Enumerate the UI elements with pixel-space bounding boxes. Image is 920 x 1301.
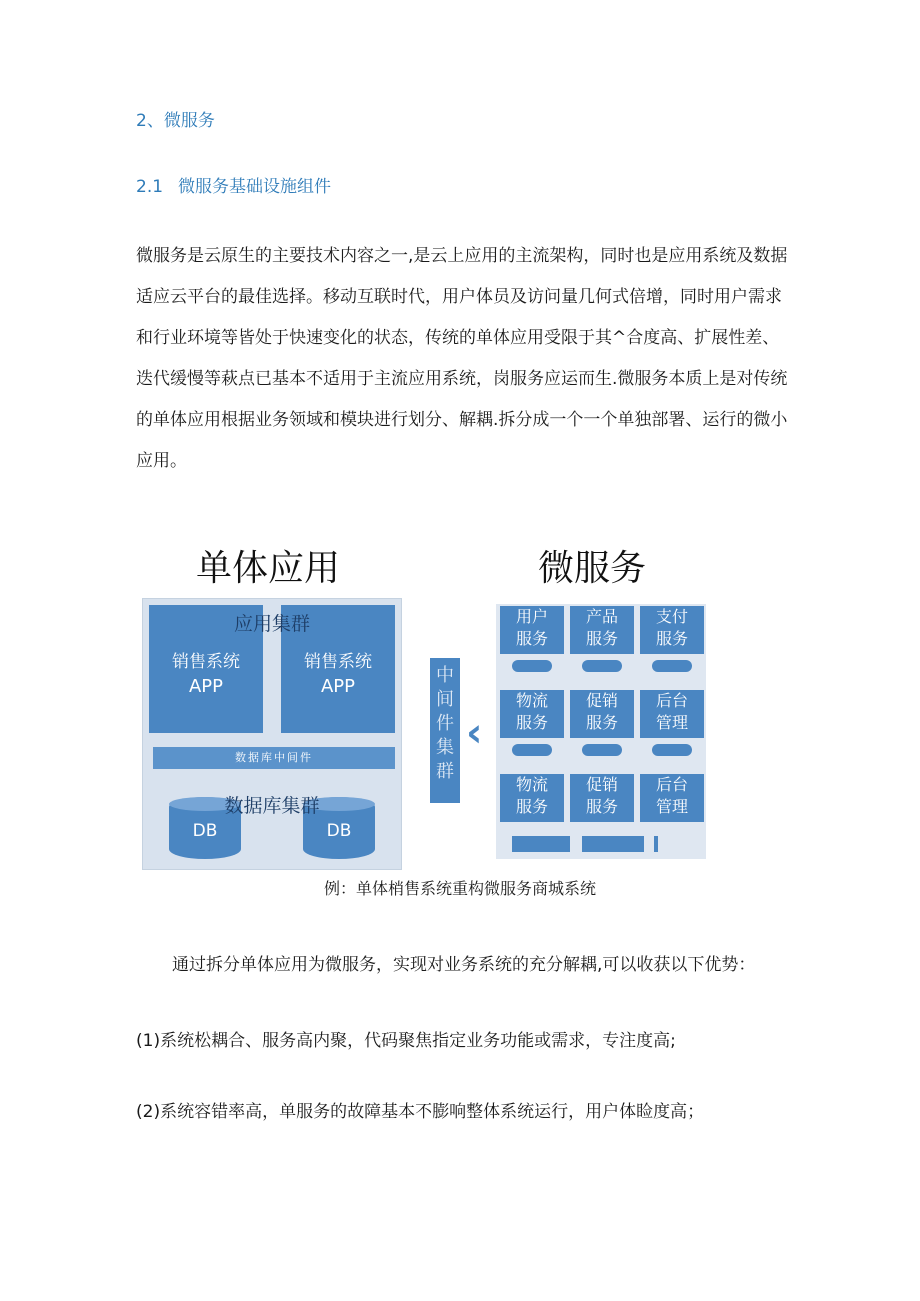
app-box-app: APP bbox=[188, 676, 224, 697]
microservice-title: 微服务 bbox=[538, 548, 647, 589]
service-line: 产品 bbox=[585, 607, 618, 626]
service-line: 服务 bbox=[655, 629, 688, 648]
paragraph-line: 适应云平台的最佳选择。移动互联时代，用户体员及访问量几何式倍增，同时用户需求 bbox=[136, 287, 782, 307]
db-pill bbox=[652, 744, 692, 756]
app-box-name: 销售系统 bbox=[172, 652, 240, 672]
service-line: 促销 bbox=[585, 691, 618, 710]
db-label: DB bbox=[192, 821, 218, 841]
db-pill bbox=[512, 744, 552, 756]
intro-paragraph bbox=[136, 236, 796, 482]
paragraph-line: 和行业环境等皆处于快速变化的状态，传统的单体应用受限于其^合度高、扩展性差、 bbox=[136, 328, 780, 348]
monolith-panel bbox=[142, 598, 402, 870]
paragraph-line: 微服务是云原生的主要技术内容之一,是云上应用的主流架构，同时也是应用系统及数据 bbox=[136, 246, 788, 266]
service-box bbox=[500, 774, 564, 822]
subsection-heading bbox=[136, 172, 331, 197]
service-line: 后台 bbox=[655, 775, 688, 794]
middleware-cluster-text: 中间件集群 bbox=[436, 665, 454, 782]
benefit-item: (2)系统容错率高，单服务的故障基本不膨响整体系统运行，用户体睑度高； bbox=[136, 1102, 705, 1122]
service-line: 后台 bbox=[655, 691, 688, 710]
subsection-title: 微服务基础设施组件 bbox=[178, 177, 331, 197]
service-line: 物流 bbox=[515, 775, 548, 794]
db-cluster-label: 数据库集群 bbox=[224, 795, 320, 817]
benefits-paragraph: 通过拆分单体应用为微服务，实现对业务系统的充分解耦,可以收获以下优势： bbox=[172, 955, 756, 975]
figure-caption: 例：单体梢售系统重构微服务商城系统 bbox=[323, 879, 596, 898]
architecture-figure bbox=[140, 540, 780, 870]
paragraph-line: 应用。 bbox=[136, 451, 187, 471]
service-line: 物流 bbox=[515, 691, 548, 710]
service-box bbox=[570, 690, 634, 738]
service-line: 促销 bbox=[585, 775, 618, 794]
service-grid bbox=[496, 604, 706, 859]
benefit-item: (1)系统松耦合、服务高内聚，代码聚焦指定业务功能或需求，专注度高; bbox=[136, 1031, 676, 1051]
paragraph-line: 迭代缓慢等萩点已基本不适用于主流应用系统，岗服务应运而生.微服务本质上是对传统 bbox=[136, 369, 788, 389]
db-label: DB bbox=[326, 821, 352, 841]
db-strip bbox=[512, 836, 570, 852]
service-line: 服务 bbox=[515, 797, 548, 816]
subsection-number: 2.1 bbox=[136, 177, 164, 197]
db-pill bbox=[582, 744, 622, 756]
paragraph-line: 的单体应用根据业务领域和模块进行划分、解耦.拆分成一个一个单独部署、运行的微小 bbox=[136, 410, 788, 430]
service-box bbox=[570, 774, 634, 822]
service-line: 服务 bbox=[585, 797, 618, 816]
db-pill bbox=[512, 660, 552, 672]
app-cluster-label: 应用集群 bbox=[233, 613, 310, 635]
service-line: 支付 bbox=[655, 607, 688, 626]
app-box-name: 销售系统 bbox=[304, 652, 372, 672]
chevron-left-icon: ‹ bbox=[466, 710, 483, 756]
db-strip bbox=[582, 836, 644, 852]
service-box bbox=[640, 774, 704, 822]
middleware-cluster-label bbox=[430, 658, 460, 803]
service-box bbox=[500, 690, 564, 738]
service-box bbox=[570, 606, 634, 654]
db-pill bbox=[652, 660, 692, 672]
db-strip bbox=[654, 836, 658, 852]
service-line: 服务 bbox=[515, 629, 548, 648]
service-line: 管理 bbox=[655, 797, 688, 816]
service-line: 用户 bbox=[515, 607, 548, 626]
service-line: 服务 bbox=[585, 629, 618, 648]
db-middleware-bar: 数据库中间件 bbox=[153, 747, 395, 769]
monolith-title: 单体应用 bbox=[196, 548, 341, 589]
service-box bbox=[500, 606, 564, 654]
app-box-app: APP bbox=[320, 676, 356, 697]
service-line: 服务 bbox=[585, 713, 618, 732]
service-line: 服务 bbox=[515, 713, 548, 732]
db-pill bbox=[582, 660, 622, 672]
section-heading: 2、微服务 bbox=[136, 111, 215, 131]
service-box bbox=[640, 690, 704, 738]
service-line: 管理 bbox=[655, 713, 688, 732]
service-box bbox=[640, 606, 704, 654]
